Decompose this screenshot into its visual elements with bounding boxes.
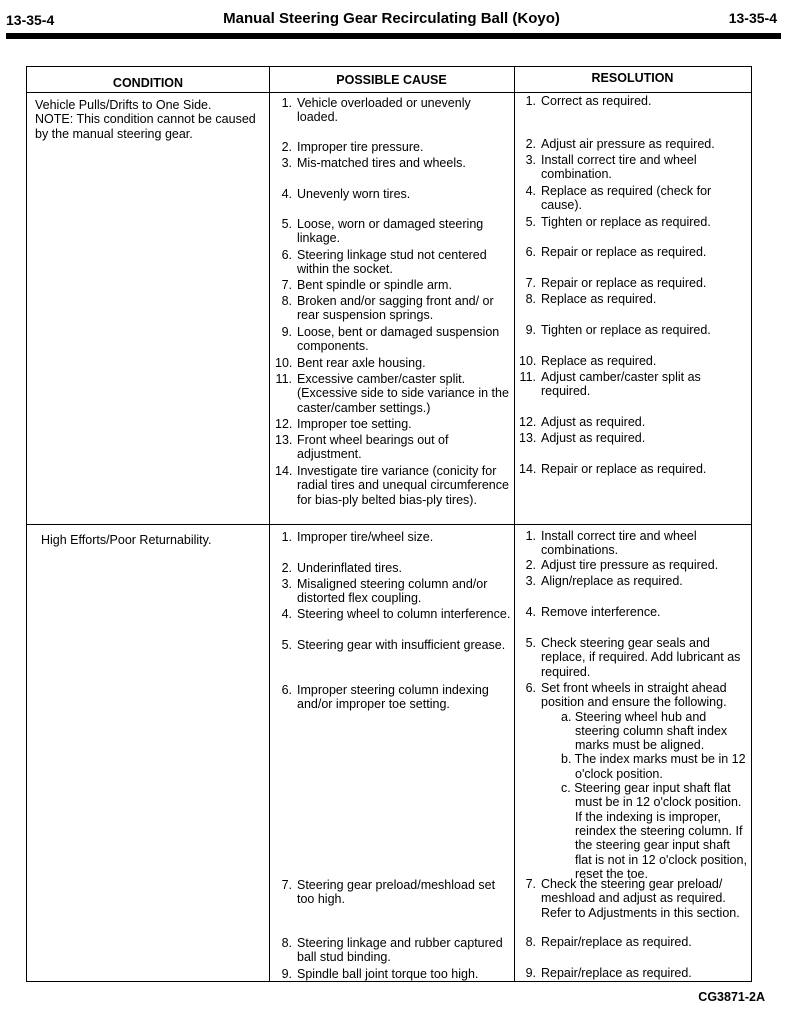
item-number: 11. <box>519 370 536 384</box>
item-number: 10. <box>519 354 537 368</box>
page-number-left: 13-35-4 <box>6 12 55 28</box>
item-text: Repair or replace as required. <box>541 276 707 290</box>
item-text: Adjust camber/caster split as required. <box>541 370 701 399</box>
column-header-resolution: RESOLUTION <box>591 71 674 85</box>
resolution-item <box>519 462 747 476</box>
item-text: Adjust as required. <box>541 431 646 445</box>
item-text: Check steering gear seals and replace, if required. Add lubricant as required. <box>541 636 741 679</box>
resolution-item <box>519 184 747 213</box>
cause-item <box>275 417 511 431</box>
resolution-item <box>519 323 747 337</box>
item-number: 5. <box>525 636 536 650</box>
item-text: Improper tire pressure. <box>297 140 424 154</box>
item-text: Check the steering gear preload/ meshload and adjust as required. Refer to Adjustments in this section. <box>541 877 740 920</box>
cause-item <box>275 878 511 907</box>
item-text: Unevenly worn tires. <box>297 187 411 201</box>
figure-code: CG3871-2A <box>698 990 765 1004</box>
sub-item: c. Steering gear input shaft flat must be in 12 o'clock position. If the indexing is improper, reindex the steering column. If the steering gear input shaft flat is not in 12 o'clock position, reset the toe. <box>561 781 747 881</box>
resolution-item <box>519 966 747 980</box>
item-number: 3. <box>281 156 292 170</box>
item-number: 9. <box>525 323 536 337</box>
item-number: 8. <box>525 292 536 306</box>
cause-item <box>275 638 511 652</box>
item-text: Spindle ball joint torque too high. <box>297 967 479 981</box>
item-text: Repair/replace as required. <box>541 966 692 980</box>
column-header-condition: CONDITION <box>112 76 184 90</box>
item-text: Steering wheel to column interference. <box>297 607 511 621</box>
item-text: Mis-matched tires and wheels. <box>297 156 466 170</box>
condition-text: High Efforts/Poor Returnability. <box>41 533 212 547</box>
item-number: 7. <box>281 878 292 892</box>
item-text: Broken and/or sagging front and/ or rear suspension springs. <box>297 294 494 323</box>
item-text: Misaligned steering column and/or distorted flex coupling. <box>297 577 488 606</box>
item-text: Align/replace as required. <box>541 574 683 588</box>
cause-item <box>275 248 511 277</box>
item-text: Excessive camber/caster split. (Excessive side to side variance in the caster/camber settings.) <box>297 372 509 415</box>
item-text: Steering linkage stud not centered within the socket. <box>297 248 487 277</box>
resolution-item <box>519 137 747 151</box>
item-number: 13. <box>275 433 293 447</box>
item-text: Replace as required (check for cause). <box>541 184 712 213</box>
item-text: Improper tire/wheel size. <box>297 530 434 544</box>
item-text: Loose, bent or damaged suspension components. <box>297 325 500 354</box>
resolution-item <box>519 370 747 399</box>
item-text: Loose, worn or damaged steering linkage. <box>297 217 484 246</box>
item-number: 12. <box>275 417 293 431</box>
sub-item: b. The index marks must be in 12 o'clock position. <box>561 752 746 781</box>
cause-item <box>275 217 511 246</box>
header-rule <box>6 33 781 39</box>
resolution-item <box>519 605 747 619</box>
resolution-item <box>519 529 747 558</box>
item-text: Set front wheels in straight ahead position and ensure the following. <box>541 681 727 710</box>
item-text: Underinflated tires. <box>297 561 402 575</box>
resolution-item <box>519 292 747 306</box>
item-number: 14. <box>275 464 293 478</box>
item-number: 3. <box>525 574 536 588</box>
section-divider <box>27 524 751 525</box>
item-number: 4. <box>281 187 292 201</box>
cause-item <box>275 683 511 712</box>
item-number: 12. <box>519 415 537 429</box>
item-text: Tighten or replace as required. <box>541 215 711 229</box>
cause-item <box>275 607 511 621</box>
resolution-item <box>519 431 747 445</box>
condition-text <box>35 98 263 141</box>
item-number: 7. <box>525 877 536 891</box>
resolution-item <box>519 681 747 881</box>
cause-item <box>275 561 511 575</box>
resolution-item <box>519 636 747 679</box>
item-number: 10. <box>275 356 293 370</box>
item-text: Bent rear axle housing. <box>297 356 426 370</box>
item-number: 1. <box>525 94 536 108</box>
condition-line: NOTE: This condition cannot be caused by the manual steering gear. <box>35 112 256 141</box>
item-text: Steering linkage and rubber captured ball stud binding. <box>297 936 503 965</box>
diagnosis-table <box>26 66 752 982</box>
item-text: Tighten or replace as required. <box>541 323 711 337</box>
item-text: Replace as required. <box>541 354 657 368</box>
cause-item <box>275 325 511 354</box>
item-number: 5. <box>281 638 292 652</box>
item-number: 4. <box>525 605 536 619</box>
resolution-item <box>519 276 747 290</box>
item-number: 3. <box>525 153 536 167</box>
item-number: 6. <box>525 245 536 259</box>
item-number: 1. <box>525 529 536 543</box>
item-number: 7. <box>525 276 536 290</box>
item-number: 8. <box>281 936 292 950</box>
item-text: Remove interference. <box>541 605 661 619</box>
item-number: 8. <box>281 294 292 308</box>
item-text: Improper toe setting. <box>297 417 412 431</box>
cause-item <box>275 464 511 507</box>
cause-item <box>275 967 511 981</box>
page-number-right: 13-35-4 <box>728 10 777 26</box>
sub-item: a. Steering wheel hub and steering column shaft index marks must be aligned. <box>561 709 728 753</box>
item-text: Install correct tire and wheel combination. <box>541 153 697 182</box>
item-text: Adjust as required. <box>541 415 646 429</box>
item-text: Repair/replace as required. <box>541 935 692 949</box>
item-text: Front wheel bearings out of adjustment. <box>297 433 449 462</box>
item-text: Repair or replace as required. <box>541 245 707 259</box>
item-text: Replace as required. <box>541 292 657 306</box>
item-number: 6. <box>281 248 292 262</box>
item-number: 1. <box>281 96 292 110</box>
item-number: 6. <box>525 681 536 695</box>
item-text: Install correct tire and wheel combinations. <box>541 529 697 558</box>
item-text: Adjust tire pressure as required. <box>541 558 719 572</box>
resolution-item <box>519 354 747 368</box>
item-text: Steering gear with insufficient grease. <box>297 638 506 652</box>
item-text: Bent spindle or spindle arm. <box>297 278 452 292</box>
item-text: Adjust air pressure as required. <box>541 137 715 151</box>
header-row-divider <box>27 92 751 93</box>
cause-item <box>275 278 511 292</box>
item-number: 7. <box>281 278 292 292</box>
item-number: 1. <box>281 530 292 544</box>
item-text: Repair or replace as required. <box>541 462 707 476</box>
cause-item <box>275 936 511 965</box>
resolution-item <box>519 574 747 588</box>
item-text: Improper steering column indexing and/or improper toe setting. <box>297 683 489 712</box>
item-text: Correct as required. <box>541 94 652 108</box>
cause-item <box>275 356 511 370</box>
cause-item <box>275 294 511 323</box>
cause-item <box>275 96 511 125</box>
column-header-possible-cause: POSSIBLE CAUSE <box>336 73 447 87</box>
item-text: Steering gear preload/meshload set too high. <box>297 878 496 907</box>
resolution-item <box>519 153 747 182</box>
item-number: 5. <box>281 217 292 231</box>
cause-item <box>275 140 511 154</box>
condition-line: Vehicle Pulls/Drifts to One Side. <box>35 98 212 112</box>
resolution-item <box>519 558 747 572</box>
cause-item <box>275 577 511 606</box>
resolution-item <box>519 245 747 259</box>
item-text: Investigate tire variance (conicity for radial tires and unequal circumference for bias-ply belted bias-ply tires). <box>297 464 509 507</box>
page-header <box>6 10 777 34</box>
item-number: 11. <box>275 372 292 386</box>
item-number: 2. <box>281 140 292 154</box>
cause-item <box>275 372 511 415</box>
cause-item <box>275 187 511 201</box>
cause-item <box>275 530 511 544</box>
item-text: Vehicle overloaded or unevenly loaded. <box>297 96 471 125</box>
item-number: 8. <box>525 935 536 949</box>
page-title: Manual Steering Gear Recirculating Ball (Koyo) <box>223 10 560 27</box>
item-number: 5. <box>525 215 536 229</box>
resolution-item <box>519 94 747 108</box>
resolution-item <box>519 415 747 429</box>
item-number: 2. <box>281 561 292 575</box>
item-number: 9. <box>281 967 292 981</box>
cause-item <box>275 433 511 462</box>
item-number: 6. <box>281 683 292 697</box>
resolution-item <box>519 935 747 949</box>
resolution-item <box>519 215 747 229</box>
item-number: 3. <box>281 577 292 591</box>
item-number: 9. <box>525 966 536 980</box>
cause-item <box>275 156 511 170</box>
item-number: 14. <box>519 462 537 476</box>
item-number: 4. <box>525 184 536 198</box>
item-number: 13. <box>519 431 537 445</box>
item-number: 4. <box>281 607 292 621</box>
resolution-item <box>519 877 747 920</box>
item-number: 9. <box>281 325 292 339</box>
item-number: 2. <box>525 137 536 151</box>
item-number: 2. <box>525 558 536 572</box>
